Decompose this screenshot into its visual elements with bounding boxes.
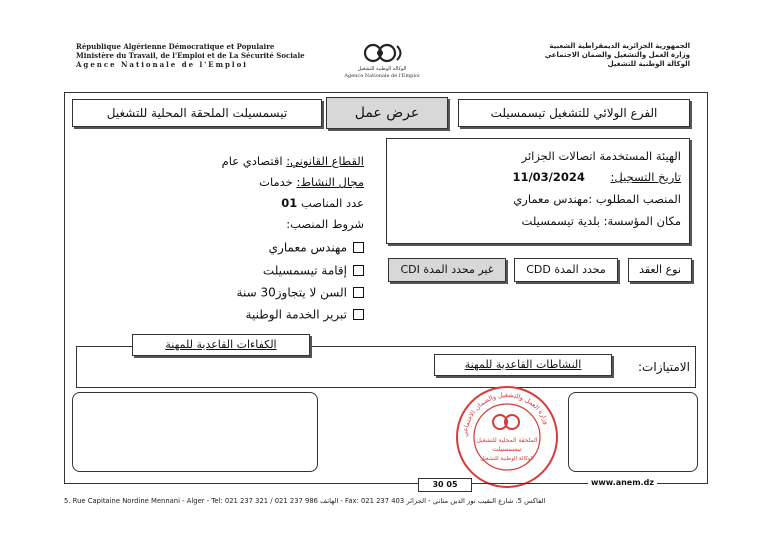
website-text: www.anem.dz bbox=[591, 478, 654, 487]
registration-date-row bbox=[512, 170, 681, 184]
contract-type-box bbox=[628, 258, 692, 282]
anem-logo bbox=[340, 40, 424, 82]
condition-item bbox=[194, 240, 364, 255]
checkbox-icon bbox=[353, 265, 364, 276]
posts-value: 01 bbox=[281, 196, 298, 210]
annex-box-text: تيسمسيلت الملحقة المحلية للتشغيل bbox=[106, 106, 288, 120]
stamp-icon bbox=[454, 384, 560, 490]
required-position: المنصب المطلوب :مهندس معماري bbox=[513, 192, 681, 206]
posts-label: عدد المناصب bbox=[300, 196, 364, 210]
header-fr-line: République Algérienne Démocratique et Populaire bbox=[76, 42, 275, 51]
condition-label: إقامة تيسمسيلت bbox=[262, 263, 347, 278]
legal-sector-value: اقتصادي عام bbox=[221, 154, 283, 168]
address-fr: 5. Rue Capitaine Nordine Mennani - Alger - Tel: 021 237 321 / 021 237 986 bbox=[64, 497, 318, 505]
stamp-line: الملحقة المحلية للتشغيل bbox=[476, 437, 538, 444]
contract-cdi-label: غير محدد المدة CDI bbox=[400, 263, 494, 276]
activity-value: خدمات bbox=[259, 175, 293, 189]
header-fr-line: Agence Nationale de l'Emploi bbox=[76, 60, 248, 69]
branch-box-text: الفرع الولائي للتشغيل تيسمسيلت bbox=[490, 106, 658, 120]
header-ar-line: وزارة العمل والتشغيل والضمان الاجتماعي bbox=[544, 51, 690, 59]
condition-item bbox=[194, 285, 364, 300]
registration-date-value: 11/03/2024 bbox=[512, 170, 585, 184]
contract-type-label: نوع العقد bbox=[639, 263, 681, 276]
company-location: مكان المؤسسة: بلدية تيسمسيلت bbox=[521, 214, 681, 228]
checkbox-icon bbox=[353, 287, 364, 298]
footer-code bbox=[418, 478, 472, 492]
condition-item bbox=[194, 263, 364, 278]
legal-sector-row bbox=[222, 154, 364, 168]
footer-website bbox=[588, 478, 657, 487]
official-stamp bbox=[454, 384, 560, 490]
condition-label: مهندس معماري bbox=[268, 240, 347, 255]
footer-code-text: 30 05 bbox=[432, 480, 458, 489]
checkbox-icon bbox=[353, 309, 364, 320]
legal-sector-label: القطاع القانوني: bbox=[286, 154, 364, 168]
activity-row bbox=[259, 175, 364, 189]
competencies-label: الكفاءات القاعدية للمهنة bbox=[165, 338, 277, 351]
privileges-label: الامتيازات: bbox=[638, 360, 690, 374]
contract-cdd-label: محدد المدة CDD bbox=[526, 263, 606, 276]
header-ar-line: الوكالة الوطنية للتشغيل bbox=[607, 60, 690, 68]
logo-caption-fr: Agence Nationale de l'Emploi bbox=[344, 73, 420, 79]
activities-box bbox=[434, 354, 612, 376]
job-offer-title-text: عرض عمل bbox=[354, 105, 420, 121]
checkbox-icon bbox=[353, 242, 364, 253]
header-fr-line: Ministère du Travail, de l'Emploi et de La Sécurité Sociale bbox=[76, 51, 305, 60]
phone-label-ar: الهاتف bbox=[320, 497, 339, 505]
header-ar-line: الجمهورية الجزائرية الديمقراطية الشعبية bbox=[549, 42, 690, 50]
job-offer-title bbox=[326, 97, 448, 129]
posts-row bbox=[281, 196, 364, 210]
condition-item bbox=[194, 307, 364, 322]
registration-date-label: تاريخ التسجيل: bbox=[610, 170, 681, 184]
logo-caption-ar: الوكالة الوطنية للتشغيل bbox=[357, 66, 407, 72]
stamp-line: الوكالة الوطنية للتشغيل bbox=[480, 456, 534, 462]
header-fr bbox=[76, 42, 346, 69]
condition-label: السن لا يتجاوز30 سنة bbox=[236, 285, 347, 300]
bottom-right-box bbox=[568, 392, 698, 472]
anem-logo-icon bbox=[357, 40, 407, 66]
employer-box bbox=[386, 138, 690, 244]
condition-label: تبرير الخدمة الوطنية bbox=[245, 307, 347, 322]
activities-label: النشاطات القاعدية للمهنة bbox=[464, 358, 582, 371]
fax-number: - Fax: 021 237 403 bbox=[340, 497, 405, 505]
branch-box bbox=[458, 99, 690, 127]
stamp-line: تيسمسيلت bbox=[492, 445, 522, 453]
activity-label: مجال النشاط: bbox=[296, 175, 364, 189]
annex-box bbox=[72, 99, 322, 127]
address-ar: 5. شارع النقيب نور الدين مناني - الجزائر bbox=[406, 497, 522, 505]
stamp-outer-text: وزارة العمل والتشغيل والضمان الاجتماعي bbox=[460, 390, 551, 438]
footer-address bbox=[64, 497, 724, 506]
header-ar bbox=[440, 42, 690, 69]
contract-cdi-box bbox=[388, 258, 506, 282]
bottom-left-box bbox=[72, 392, 318, 472]
fax-label-ar: الفاكس bbox=[524, 497, 546, 505]
competencies-box bbox=[132, 334, 310, 356]
conditions-title: شروط المنصب: bbox=[286, 217, 364, 231]
contract-cdd-box bbox=[514, 258, 618, 282]
employer-name: الهيئة المستخدمة اتصالات الجزائر bbox=[521, 149, 681, 163]
